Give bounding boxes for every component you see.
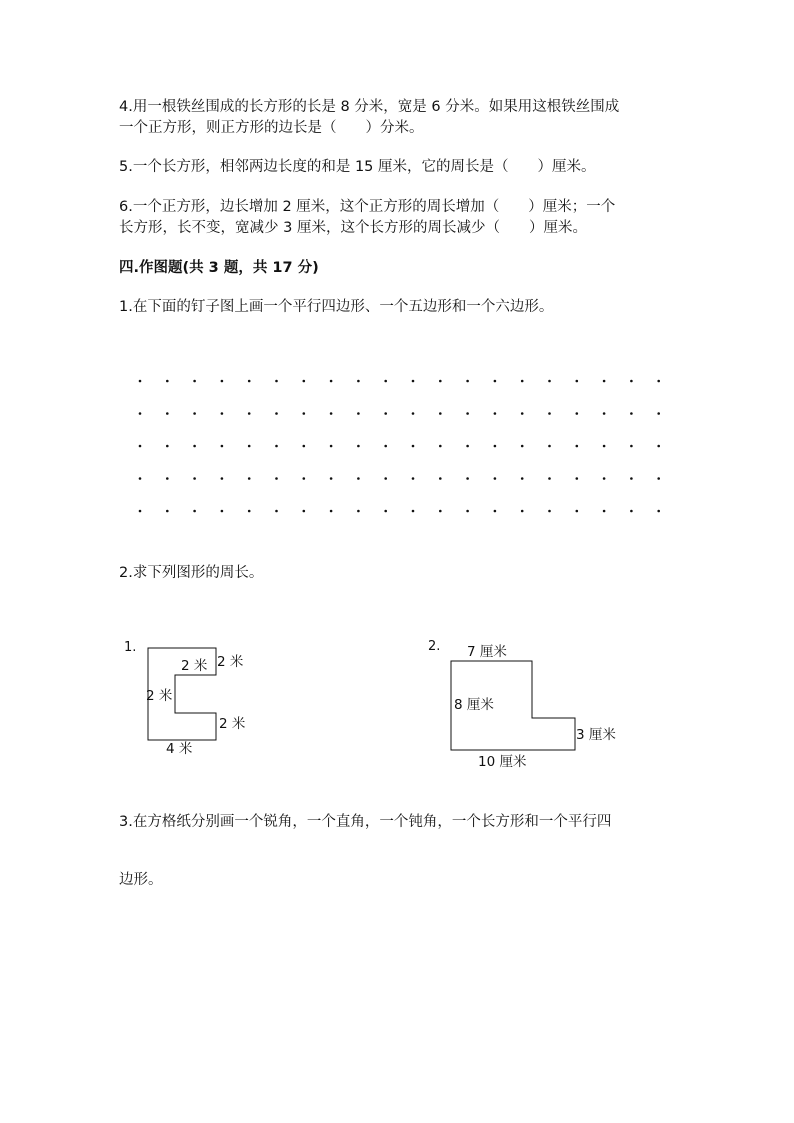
drawing-question-3-line-2: 边形。 [119, 872, 163, 888]
question-5: 5.一个长方形，相邻两边长度的和是 15 厘米，它的周长是（ ）厘米。 [119, 159, 596, 175]
figure-1-label-bottom: 4 米 [166, 741, 193, 757]
drawing-question-3-line-1: 3.在方格纸分别画一个锐角，一个直角，一个钝角，一个长方形和一个平行四 [119, 814, 612, 830]
question-6-line-1: 6.一个正方形，边长增加 2 厘米，这个正方形的周长增加（ ）厘米；一个 [119, 199, 616, 215]
figure-2-label-bottom: 10 厘米 [478, 754, 527, 770]
figure-1-label-right-bottom: 2 米 [219, 716, 246, 732]
figure-2-label-right: 3 厘米 [576, 727, 616, 743]
figure-2-number: 2. [428, 639, 441, 654]
figure-2-label-top: 7 厘米 [467, 644, 507, 660]
figure-2-label-left: 8 厘米 [454, 697, 494, 713]
question-6-line-2: 长方形，长不变，宽减少 3 厘米，这个长方形的周长减少（ ）厘米。 [119, 220, 587, 236]
figure-1-label-right-top: 2 米 [217, 654, 244, 670]
figure-1-label-inner-top: 2 米 [181, 658, 208, 674]
drawing-question-2: 2.求下列图形的周长。 [119, 565, 264, 581]
figure-1-label-inner-left: 2 米 [146, 688, 173, 704]
figure-1-number: 1. [124, 640, 137, 655]
section-title: 四.作图题(共 3 题，共 17 分) [119, 260, 319, 276]
question-4-line-2: 一个正方形，则正方形的边长是（ ）分米。 [119, 120, 424, 136]
question-4-line-1: 4.用一根铁丝围成的长方形的长是 8 分米，宽是 6 分米。如果用这根铁丝围成 [119, 99, 620, 115]
drawing-question-1: 1.在下面的钉子图上画一个平行四边形、一个五边形和一个六边形。 [119, 299, 554, 315]
